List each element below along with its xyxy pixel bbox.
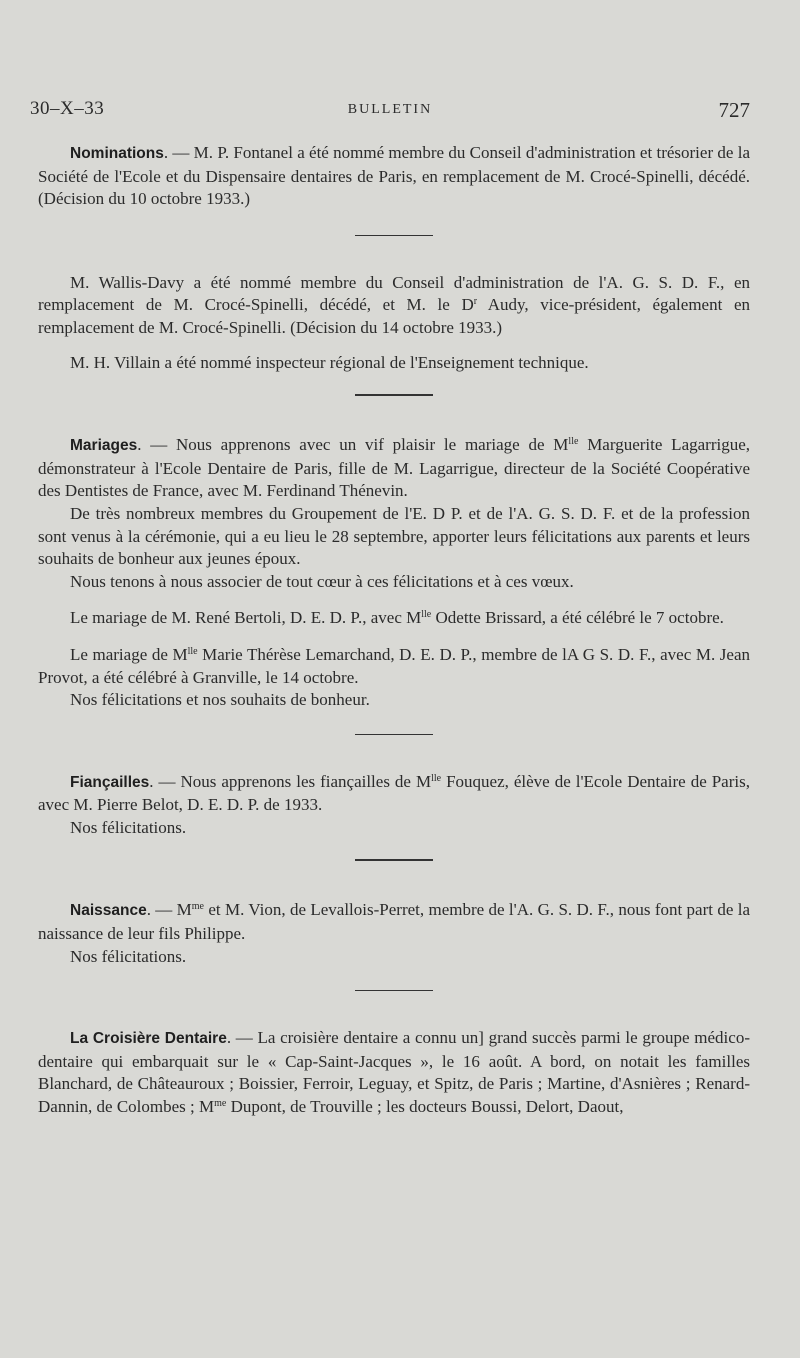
nominations-text-1: . — M. P. Fontanel a été nommé membre du Conseil d'administration et trésorier de la Société de l'Ecole et du Dispensaire dentaires de Paris, en remplacement de M. Crocé-Spinelli, décédé. (Décision du 10 octobre 1933.) (38, 143, 750, 209)
mariages-text-1b: Marguerite Lagarrigue, démonstrateur à l'Ecole Dentaire de Paris, fille de M. Lagarrigue, directeur de la Société Coopérative des Dentistes de France, avec M. Ferdinand Thénevin. (38, 435, 750, 501)
mariages-sup-5: lle (187, 645, 198, 657)
fiancailles-paragraph-1 (38, 771, 750, 817)
croisiere-paragraph-1 (38, 1027, 750, 1118)
naissance-text-1b: et M. Vion, de Levallois-Perret, membre de l'A. G. S. D. F., nous font part de la naissance de leur fils Philippe. (38, 900, 750, 944)
section-divider (355, 859, 433, 861)
naissance-text-1a: . — M (146, 900, 192, 920)
section-divider (355, 734, 433, 735)
mariages-paragraph-1 (38, 434, 750, 503)
nominations-text-2a: M. Wallis-Davy a été nommé membre du Conseil d'administration de l'A. G. S. D. F., en remplacement de M. Crocé-Spinelli, décédé, et M. le D (38, 272, 750, 315)
section-divider (355, 235, 433, 236)
mariages-heading: Mariages (70, 437, 138, 455)
naissance-paragraph-1 (38, 899, 750, 945)
mariages-sup-4: lle (421, 609, 432, 621)
section-divider (355, 394, 433, 396)
mariages-paragraph-2: De très nombreux membres du Groupement de l'E. D P. et de l'A. G. S. D. F. et de la profession sont venus à la cérémonie, qui a eu lieu le 28 septembre, apporter leurs félicitations aux parents et leurs souhaits de bonheur aux jeunes époux. (38, 503, 750, 569)
header-title: BULLETIN (347, 102, 433, 117)
nominations-paragraph-2 (38, 272, 750, 340)
mariages-text-4b: Odette Brissard, a été célébré le 7 octobre. (431, 608, 724, 628)
mariages-text-4a: Le mariage de M. René Bertoli, D. E. D. P., avec M (70, 608, 422, 628)
naissance-paragraph-2: Nos félicitations. (70, 946, 187, 966)
croisiere-text-1a: . — La croisière dentaire a connu un] grand succès parmi le groupe médico-dentaire qui embarquait sur le « Cap-Saint-Jacques », le 16 août. A bord, on notait les familles Blanchard, de Châteauroux ; Boissier, Ferroir, Leguay, et Spitz, de Paris ; Martine, d'Asnières ; Renard-Dannin, de Colombes ; M (38, 1028, 750, 1117)
nominations-text-2b: Audy, vice-président, également en remplacement de M. Crocé-Spinelli. (Décision du 14 octobre 1933.) (38, 295, 750, 337)
nominations-sup: r (473, 296, 478, 308)
naissance-heading: Naissance (70, 902, 147, 920)
fiancailles-heading: Fiançailles (70, 773, 150, 791)
mariages-paragraph-3: Nous tenons à nous associer de tout cœur à ces félicitations et à ces vœux. (70, 571, 574, 591)
section-divider (355, 990, 433, 991)
naissance-sup: me (191, 901, 204, 913)
mariages-paragraph-4 (38, 607, 750, 630)
nominations-paragraph-3: M. H. Villain a été nommé inspecteur régional de l'Enseignement technique. (70, 352, 589, 372)
page-header (30, 98, 750, 128)
croisiere-sup: me (214, 1098, 227, 1110)
croisiere-heading: La Croisière Dentaire (70, 1030, 227, 1048)
nominations-heading: Nominations (70, 145, 164, 162)
header-date: 30–X–33 (30, 98, 105, 119)
fiancailles-text-1b: Fouquez, élève de l'Ecole Dentaire de Paris, avec M. Pierre Belot, D. E. D. P. de 1933. (38, 771, 750, 815)
nominations-paragraph-1 (38, 142, 750, 211)
mariages-text-5a: Le mariage de M (70, 644, 188, 664)
mariages-text-1a: . — Nous apprenons avec un vif plaisir le mariage de M (137, 435, 569, 455)
page-number: 727 (718, 98, 750, 122)
mariages-paragraph-6: Nos félicitations et nos souhaits de bonheur. (70, 690, 370, 710)
mariages-paragraph-5 (38, 644, 750, 689)
bulletin-content (38, 142, 750, 1119)
fiancailles-sup: lle (431, 772, 442, 784)
fiancailles-paragraph-2: Nos félicitations. (70, 817, 187, 837)
croisiere-text-1b: Dupont, de Trouville ; les docteurs Boussi, Delort, Daout, (226, 1097, 624, 1117)
mariages-text-5b: Marie Thérèse Lemarchand, D. E. D. P., membre de lA G S. D. F., avec M. Jean Provot, a été célébré à Granville, le 14 octobre. (38, 644, 750, 687)
fiancailles-text-1a: . — Nous apprenons les fiançailles de M (149, 771, 432, 791)
mariages-sup-1: lle (568, 436, 579, 448)
